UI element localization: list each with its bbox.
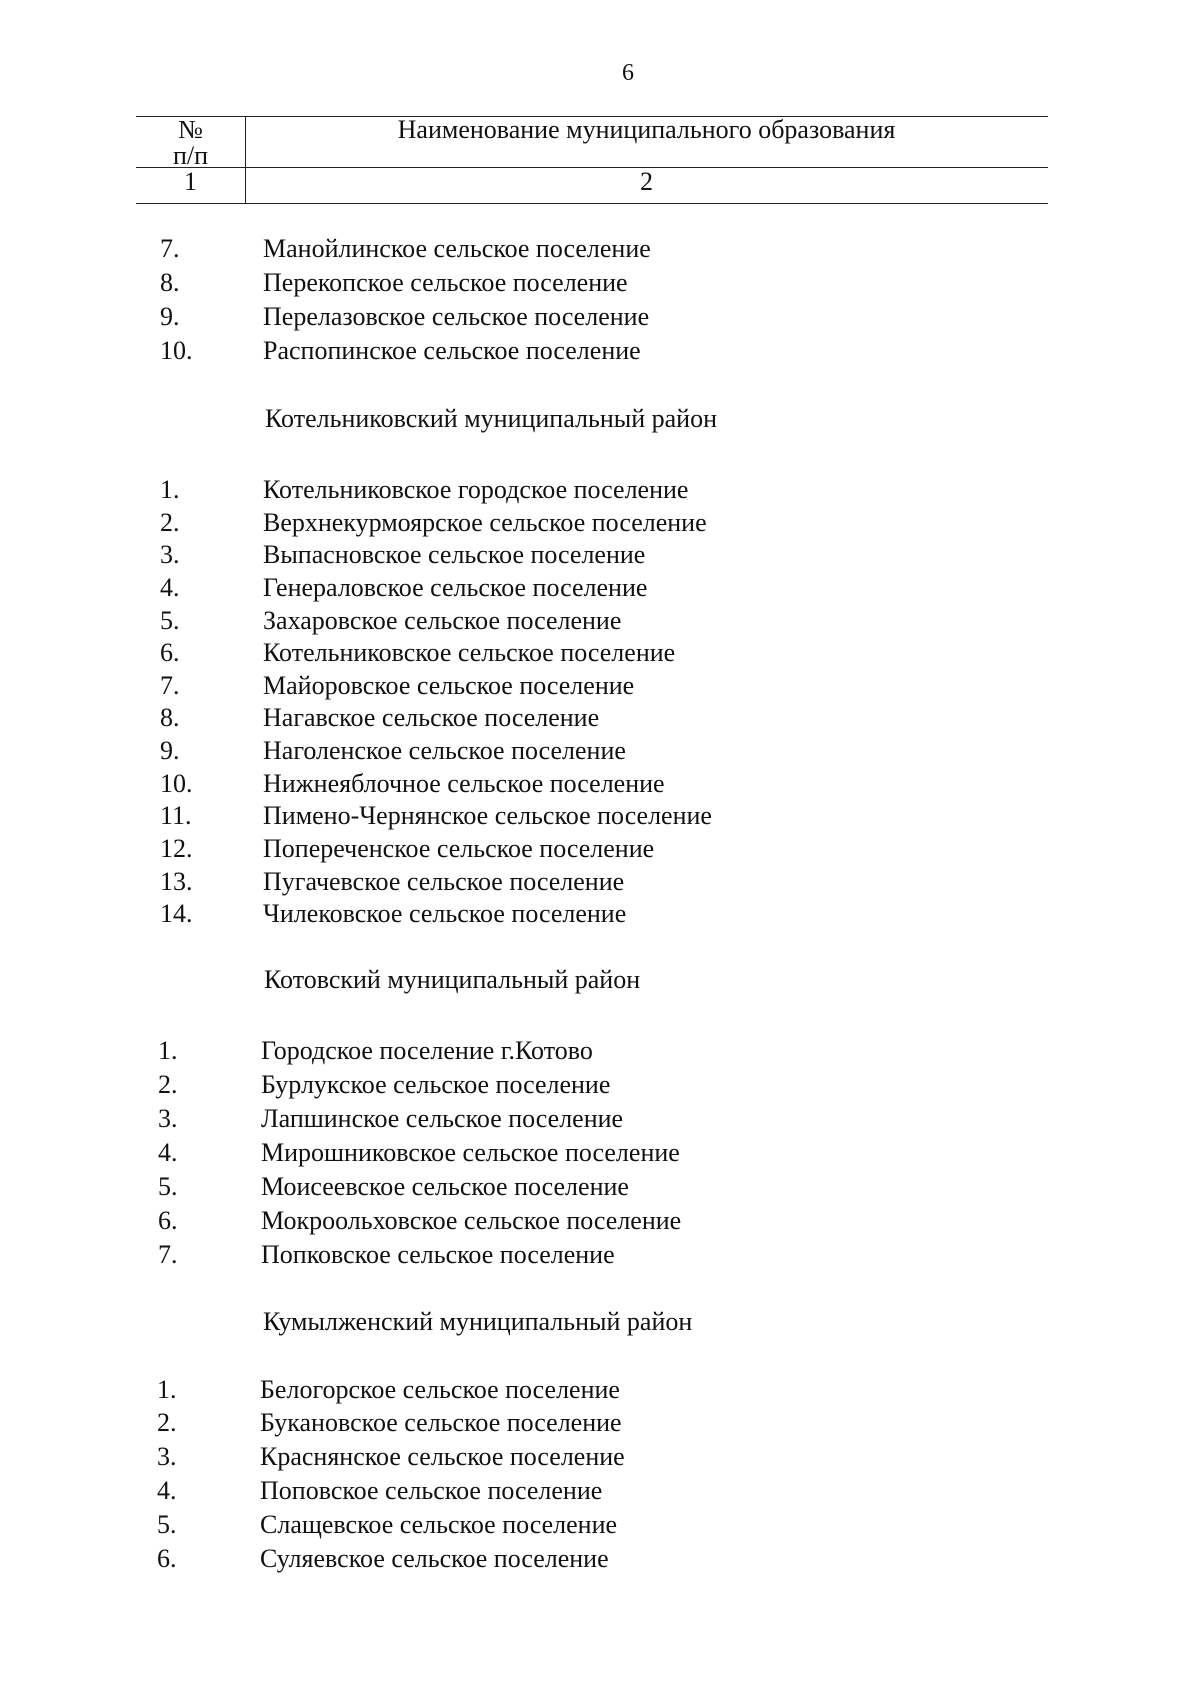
section-title: Котельниковский муниципальный район: [265, 404, 717, 433]
page-number: 6: [622, 60, 634, 86]
item-name: Моисеевское сельское поселение: [261, 1172, 629, 1201]
item-number: 5.: [157, 1510, 177, 1539]
item-name: Генераловское сельское поселение: [263, 573, 648, 602]
item-name: Попереченское сельское поселение: [263, 834, 655, 863]
section-title: Кумылженский муниципальный район: [263, 1307, 693, 1336]
item-number: 4.: [160, 573, 180, 602]
item-number: 1.: [160, 475, 180, 504]
item-number: 7.: [160, 234, 180, 263]
item-number: 9.: [160, 736, 180, 765]
item-name: Выпасновское сельское поселение: [263, 540, 646, 569]
item-name: Белогорское сельское поселение: [260, 1375, 620, 1404]
item-number: 4.: [157, 1476, 177, 1505]
item-number: 11.: [160, 801, 192, 830]
item-name: Нагавское сельское поселение: [263, 703, 600, 732]
item-name: Верхнекурмоярское сельское поселение: [263, 508, 707, 537]
header-number-label: п/п: [172, 141, 209, 170]
item-number: 8.: [160, 703, 180, 732]
item-number: 5.: [160, 606, 180, 635]
item-number: 14.: [160, 899, 193, 928]
item-number: 6.: [158, 1206, 178, 1235]
item-number: 9.: [160, 302, 180, 331]
header-number-symbol: №: [178, 115, 203, 144]
item-name: Нижнеяблочное сельское поселение: [263, 769, 665, 798]
item-name: Перелазовское сельское поселение: [263, 302, 650, 331]
item-number: 3.: [158, 1104, 178, 1133]
header-middle-rule: [136, 167, 1048, 168]
item-number: 7.: [160, 671, 180, 700]
item-number: 12.: [160, 834, 193, 863]
item-name: Букановское сельское поселение: [260, 1408, 622, 1437]
item-name: Наголенское сельское поселение: [263, 736, 626, 765]
item-name: Котельниковское сельское поселение: [263, 638, 676, 667]
item-number: 5.: [158, 1172, 178, 1201]
item-number: 10.: [160, 769, 193, 798]
item-name: Пугачевское сельское поселение: [263, 867, 625, 896]
item-number: 2.: [158, 1070, 178, 1099]
item-number: 2.: [160, 508, 180, 537]
item-name: Перекопское сельское поселение: [263, 268, 628, 297]
item-name: Майоровское сельское поселение: [263, 671, 635, 700]
header-bottom-rule: [136, 203, 1048, 204]
item-name: Распопинское сельское поселение: [263, 336, 641, 365]
item-name: Котельниковское городское поселение: [263, 475, 689, 504]
item-name: Лапшинское сельское поселение: [261, 1104, 624, 1133]
item-name: Мокроольховское сельское поселение: [261, 1206, 682, 1235]
item-number: 6.: [160, 638, 180, 667]
item-name: Манойлинское сельское поселение: [263, 234, 651, 263]
item-number: 3.: [160, 540, 180, 569]
item-number: 4.: [158, 1138, 178, 1167]
item-number: 1.: [157, 1375, 177, 1404]
item-number: 3.: [157, 1442, 177, 1471]
item-number: 13.: [160, 867, 193, 896]
item-name: Попковское сельское поселение: [261, 1240, 615, 1269]
item-number: 10.: [160, 336, 193, 365]
item-name: Слащевское сельское поселение: [260, 1510, 618, 1539]
item-number: 7.: [158, 1240, 178, 1269]
item-name: Краснянское сельское поселение: [260, 1442, 625, 1471]
item-name: Городское поселение г.Котово: [261, 1036, 593, 1065]
header-name-label: Наименование муниципального образования: [397, 115, 896, 144]
header-index-1: 1: [184, 167, 197, 196]
item-name: Чилековское сельское поселение: [263, 899, 627, 928]
item-number: 1.: [158, 1036, 178, 1065]
item-name: Поповское сельское поселение: [260, 1476, 603, 1505]
item-name: Бурлукское сельское поселение: [261, 1070, 611, 1099]
item-name: Мирошниковское сельское поселение: [261, 1138, 680, 1167]
item-name: Пимено-Чернянское сельское поселение: [263, 801, 712, 830]
header-index-2: 2: [640, 167, 653, 196]
item-number: 6.: [157, 1544, 177, 1573]
item-name: Суляевское сельское поселение: [260, 1544, 609, 1573]
section-title: Котовский муниципальный район: [264, 965, 641, 994]
item-number: 2.: [157, 1408, 177, 1437]
item-name: Захаровское сельское поселение: [263, 606, 622, 635]
item-number: 8.: [160, 268, 180, 297]
